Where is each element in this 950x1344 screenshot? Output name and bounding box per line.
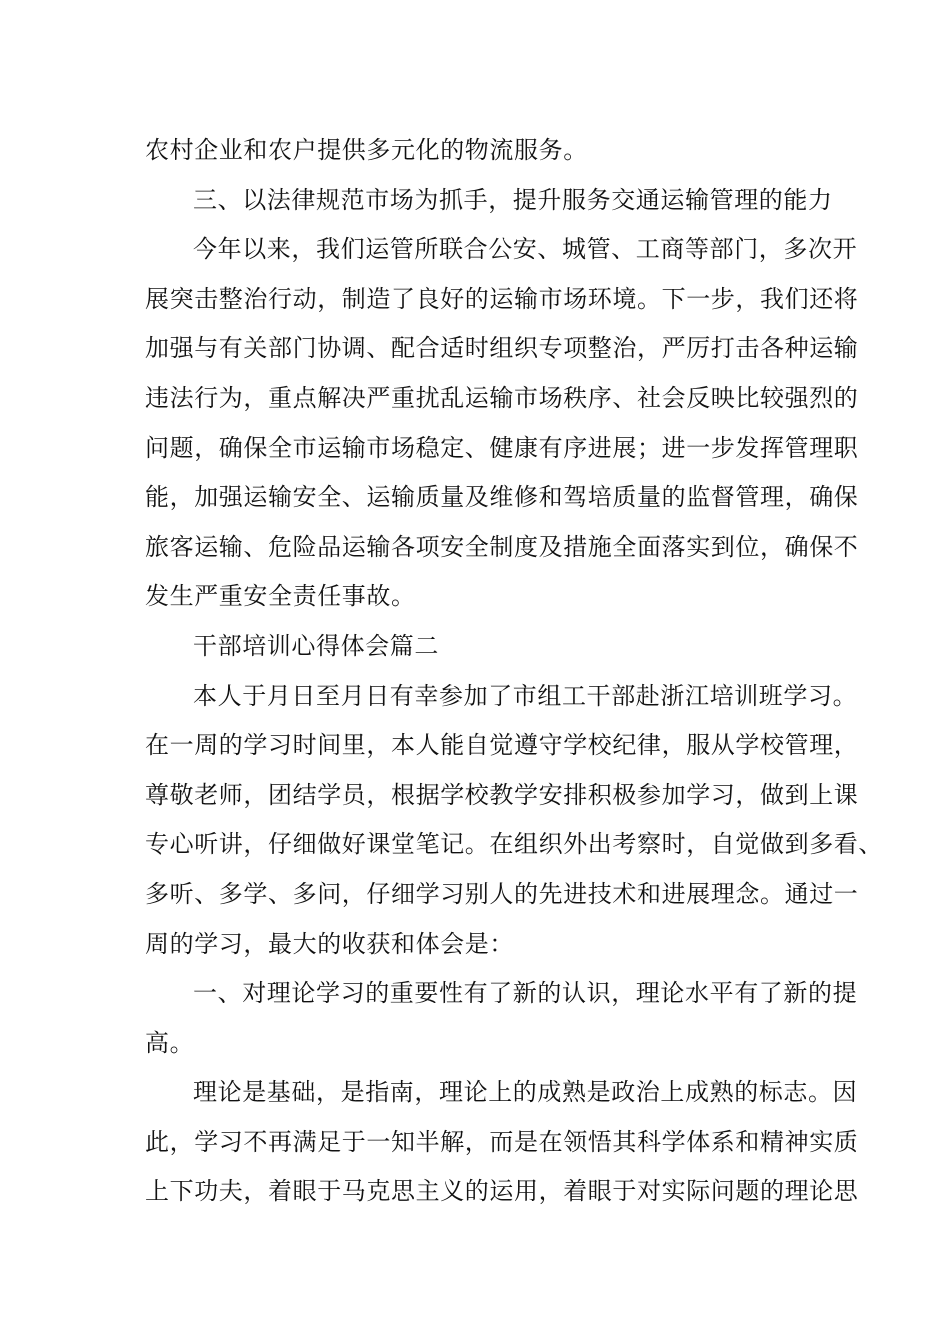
text-line: 违法行为，重点解决严重扰乱运输市场秩序、社会反映比较强烈的: [145, 383, 859, 412]
text-line: 加强与有关部门协调、配合适时组织专项整治，严厉打击各种运输: [145, 334, 859, 363]
text-line: 高。: [145, 1028, 195, 1057]
text-line: 在一周的学习时间里，本人能自觉遵守学校纪律，服从学校管理，: [145, 731, 859, 760]
article-title: 干部培训心得体会篇二: [193, 631, 439, 660]
text-line: 问题，确保全市运输市场稳定、健康有序进展；进一步发挥管理职: [145, 433, 859, 462]
text-line: 专心听讲，仔细做好课堂笔记。在组织外出考察时，自觉做到多看、: [145, 830, 883, 859]
text-line: 多听、多学、多问，仔细学习别人的先进技术和进展理念。通过一: [145, 879, 859, 908]
text-line: 周的学习，最大的收获和体会是：: [145, 929, 514, 958]
section-heading: 一、对理论学习的重要性有了新的认识，理论水平有了新的提: [193, 979, 858, 1008]
text-line: 理论是基础，是指南，理论上的成熟是政治上成熟的标志。因: [193, 1078, 858, 1107]
text-line: 尊敬老师，团结学员，根据学校教学安排积极参加学习，做到上课: [145, 780, 859, 809]
section-heading: 三、以法律规范市场为抓手，提升服务交通运输管理的能力: [193, 185, 833, 214]
text-line: 能，加强运输安全、运输质量及维修和驾培质量的监督管理，确保: [145, 483, 859, 512]
text-line: 上下功夫，着眼于马克思主义的运用，着眼于对实际问题的理论思: [145, 1177, 859, 1206]
text-line: 此，学习不再满足于一知半解，而是在领悟其科学体系和精神实质: [145, 1127, 859, 1156]
text-line: 今年以来，我们运管所联合公安、城管、工商等部门，多次开: [193, 235, 858, 264]
text-line: 展突击整治行动，制造了良好的运输市场环境。下一步，我们还将: [145, 284, 859, 313]
text-line: 本人于月日至月日有幸参加了市组工干部赴浙江培训班学习。: [193, 681, 858, 710]
text-line: 发生严重安全责任事故。: [145, 582, 416, 611]
document-body: [145, 126, 883, 1217]
text-line: 农村企业和农户提供多元化的物流服务。: [145, 136, 588, 164]
text-line: 旅客运输、危险品运输各项安全制度及措施全面落实到位，确保不: [145, 532, 859, 561]
